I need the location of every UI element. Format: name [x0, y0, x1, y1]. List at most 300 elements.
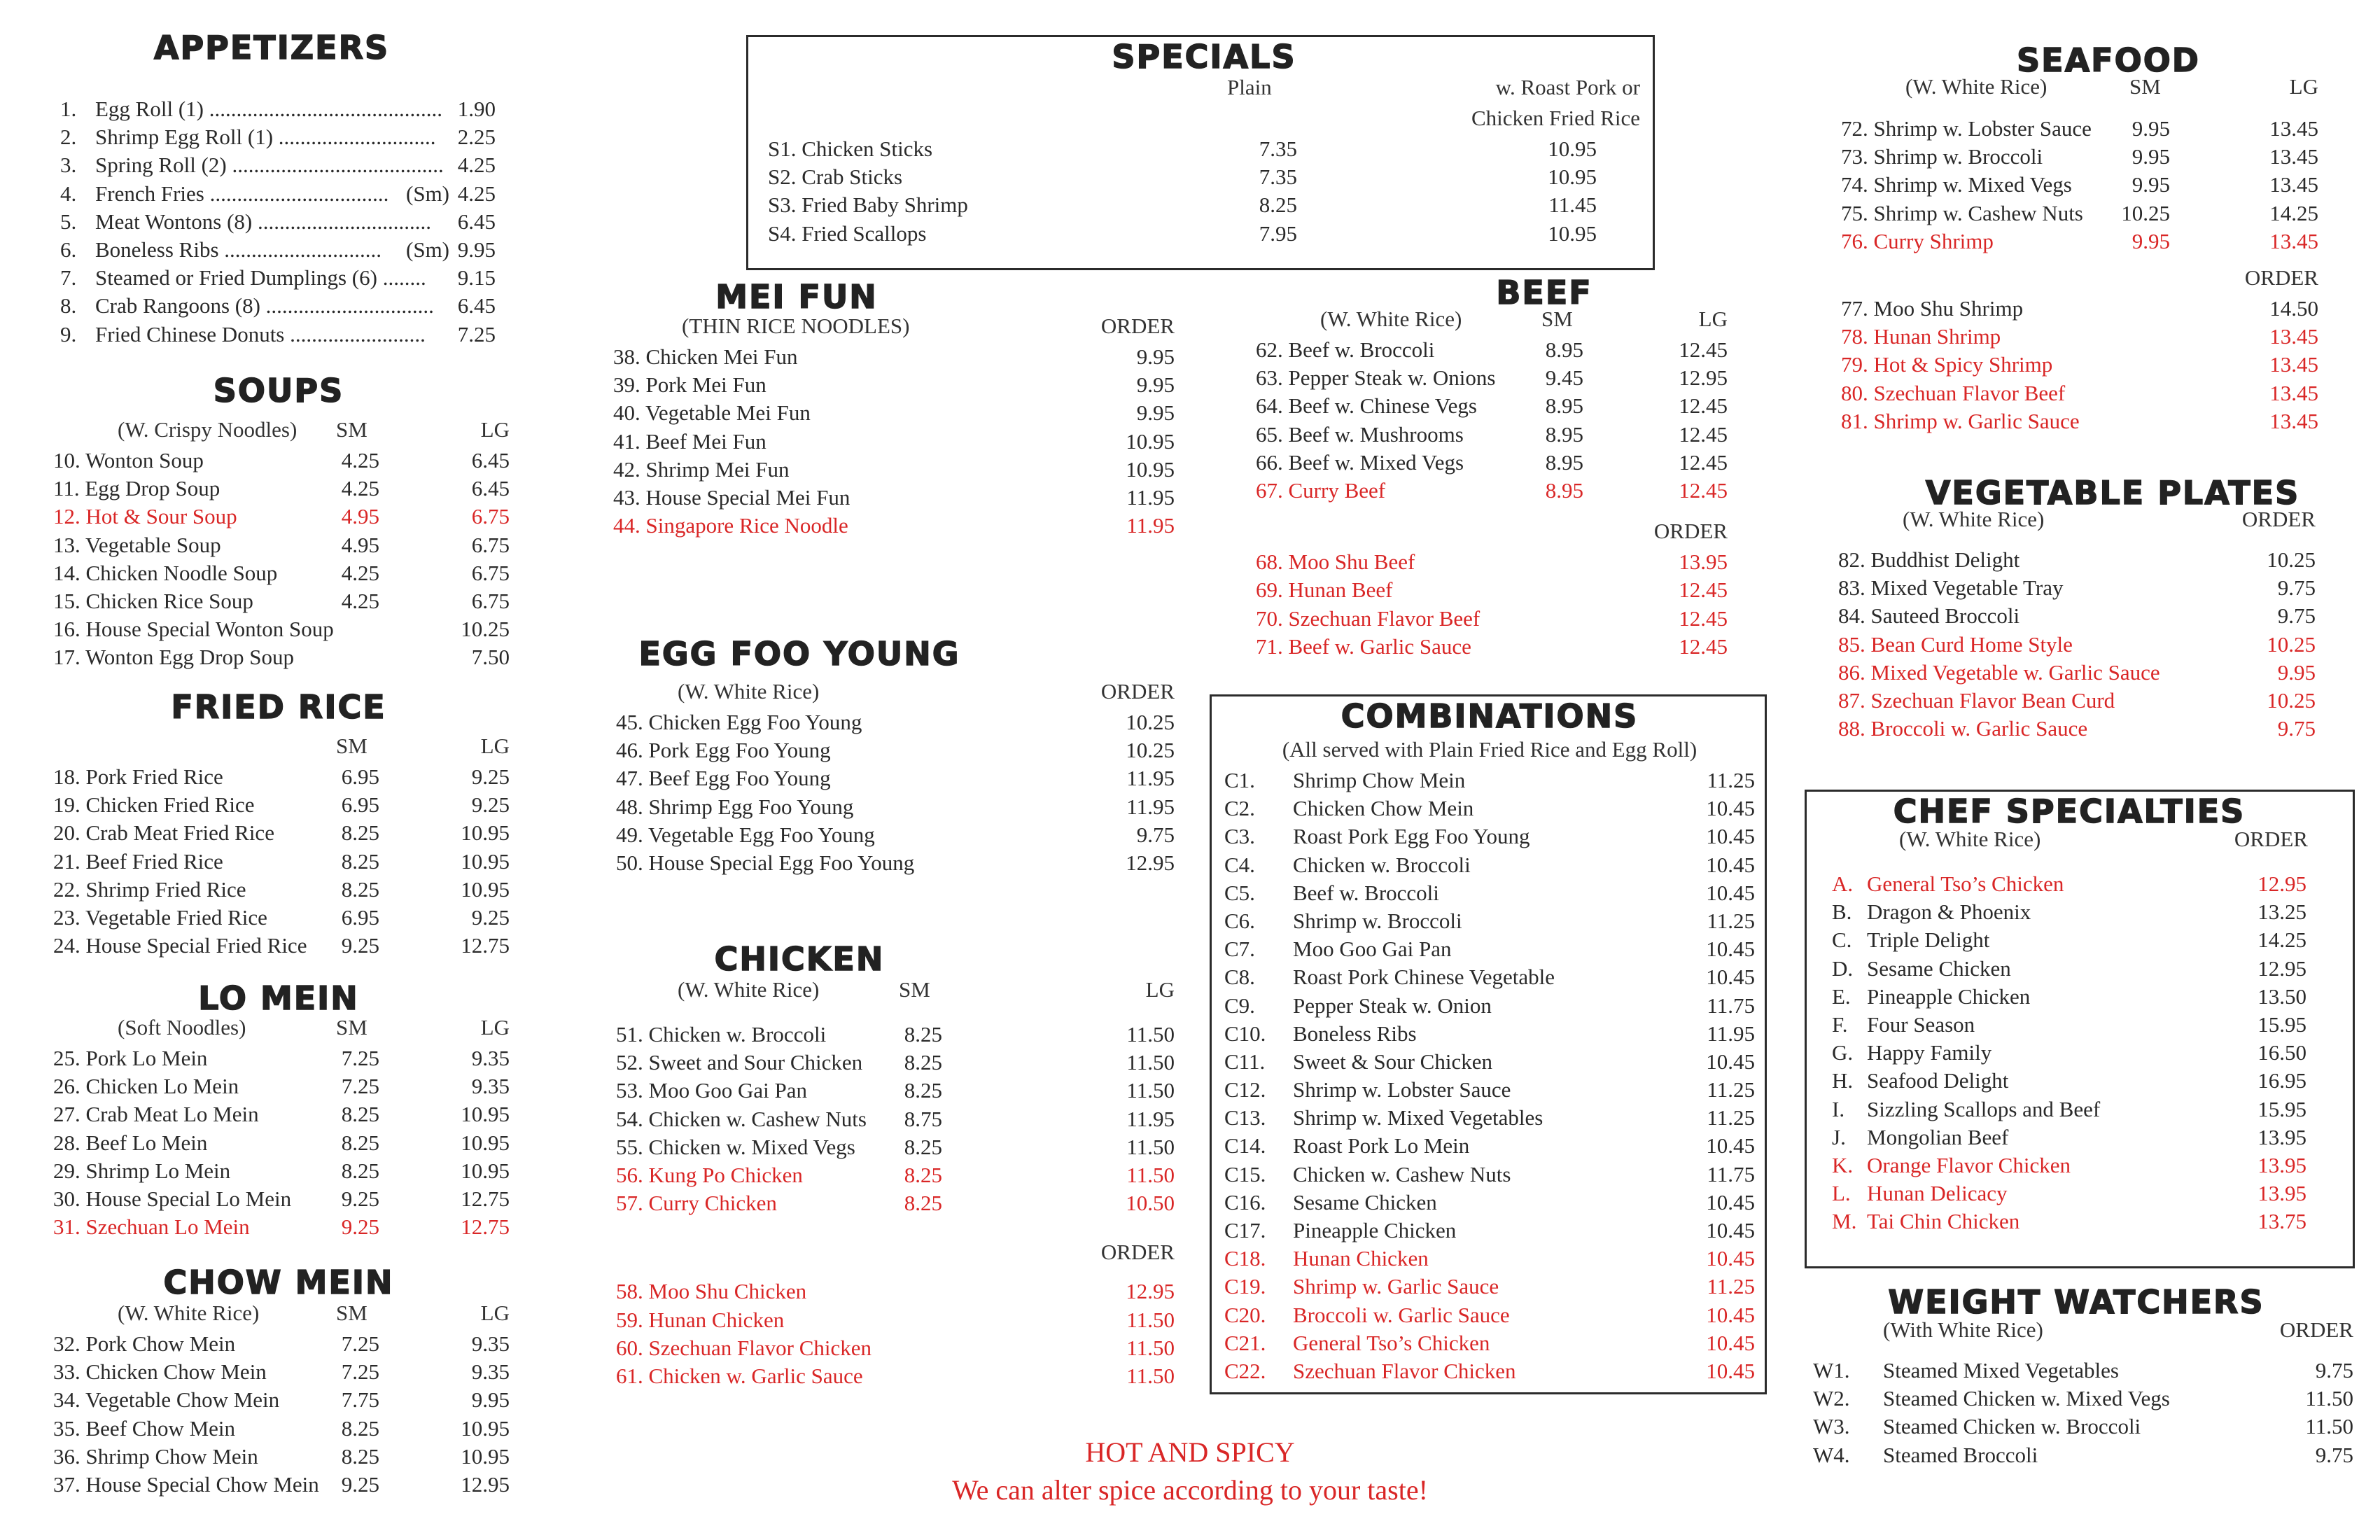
item-price-sm: 9.95: [2132, 172, 2170, 197]
menu-item-row: [1833, 687, 2316, 715]
item-code: D.: [1832, 955, 1854, 981]
section-title: LO MEIN: [198, 979, 359, 1017]
item-price-sm: 9.25: [341, 1471, 379, 1497]
menu-item-row: [608, 343, 1175, 371]
menu-item-row: [768, 163, 1640, 191]
item-code: C17.: [1224, 1218, 1266, 1242]
lo-mein-list: [48, 1044, 510, 1241]
item-price-lg: 6.75: [471, 504, 510, 529]
item-name: 23. Vegetable Fried Rice: [53, 904, 267, 930]
item-price: 13.45: [2269, 352, 2318, 377]
item-price-lg: 13.45: [2269, 116, 2318, 141]
item-price: 13.45: [2269, 380, 2318, 405]
item-name: General Tso’s Chicken: [1867, 872, 2064, 896]
menu-item-row: [48, 587, 510, 615]
item-price-lg: 13.45: [2269, 228, 2318, 253]
col-lg: LG: [480, 1015, 510, 1040]
item-price: 11.95: [1126, 513, 1175, 538]
section-note: (W. Crispy Noodles): [118, 417, 298, 442]
item-name: Pineapple Chicken: [1867, 983, 2031, 1009]
item-price: 9.95: [1136, 400, 1175, 426]
item-price-sm: 8.25: [341, 1130, 379, 1155]
item-name: Steamed Chicken w. Mixed Vegs: [1883, 1386, 2170, 1411]
fried-rice-list: [48, 763, 510, 960]
item-price-lg: 11.50: [1126, 1078, 1175, 1103]
menu-item-row: [610, 1306, 1175, 1334]
item-price: 12.95: [1126, 1279, 1175, 1304]
item-price: 13.95: [2258, 1181, 2306, 1206]
section-title: CHEF SPECIALTIES: [1893, 792, 2246, 830]
item-price: 11.25: [1707, 1077, 1755, 1102]
item-code: C3.: [1224, 824, 1255, 849]
menu-item-row: [48, 531, 510, 559]
menu-item-row: [48, 559, 510, 587]
item-name: 75. Shrimp w. Cashew Nuts: [1841, 200, 2083, 225]
item-price: 7.25: [457, 321, 496, 346]
item-name: 17. Wonton Egg Drop Soup: [53, 645, 294, 670]
item-name: 24. House Special Fried Rice: [53, 933, 307, 958]
item-price-sm: 7.25: [341, 1331, 379, 1356]
item-price-plain: 7.35: [1259, 136, 1297, 161]
item-price-lg: 10.95: [461, 1158, 510, 1183]
item-name: 66. Beef w. Mixed Vegs: [1256, 449, 1464, 475]
item-name: 52. Sweet and Sour Chicken: [616, 1050, 863, 1075]
item-name: 18. Pork Fried Rice: [53, 764, 223, 789]
menu-item-row: [1250, 605, 1728, 633]
item-price-lg: 9.25: [471, 764, 510, 789]
menu-item-row: [1224, 794, 1755, 822]
item-name: S3. Fried Baby Shrimp: [768, 192, 968, 218]
item-name: 29. Shrimp Lo Mein: [53, 1158, 231, 1183]
item-price-sm: 9.95: [2132, 228, 2170, 253]
section-note: (W. White Rice): [1320, 307, 1462, 331]
item-price: 13.95: [2258, 1124, 2306, 1149]
menu-item-row: [48, 791, 510, 819]
item-name: 43. House Special Mei Fun: [613, 484, 850, 510]
menu-item-row: [608, 484, 1175, 512]
item-price: 10.95: [1126, 428, 1175, 454]
menu-item-row: [48, 1386, 510, 1414]
item-code: C7.: [1224, 937, 1255, 962]
menu-item-row: [48, 503, 510, 531]
menu-item-row: [48, 615, 510, 643]
item-code: A.: [1832, 872, 1854, 896]
item-name: Spring Roll (2) .......................................: [95, 153, 444, 178]
menu-item-row: [48, 1330, 510, 1358]
item-name: Shrimp Egg Roll (1) .............................: [95, 125, 436, 150]
item-price-lg: 6.75: [471, 532, 510, 557]
item-name: 44. Singapore Rice Noodle: [613, 513, 848, 538]
col-order: ORDER: [2241, 507, 2316, 531]
item-number: 3.: [60, 153, 77, 178]
item-price-lg: 9.25: [471, 792, 510, 818]
item-name: 10. Wonton Soup: [53, 448, 204, 472]
item-name: 55. Chicken w. Mixed Vegs: [616, 1134, 855, 1159]
item-name: Chicken w. Cashew Nuts: [1293, 1161, 1511, 1186]
item-name: Four Season: [1867, 1011, 1975, 1037]
menu-item-row: [610, 1021, 1175, 1049]
item-price-lg: 11.95: [1126, 1106, 1175, 1131]
col-sm: SM: [899, 977, 930, 1002]
menu-item-row: [608, 371, 1175, 399]
item-name: Szechuan Flavor Chicken: [1293, 1358, 1516, 1383]
item-code: B.: [1832, 899, 1852, 925]
item-price: 11.25: [1707, 1274, 1755, 1299]
item-price-lg: 12.75: [461, 1186, 510, 1211]
vegetable-plates-section: [1833, 473, 2316, 743]
menu-item-row: [48, 1100, 510, 1128]
item-price-with: 10.95: [1548, 220, 1597, 246]
menu-item-row: [608, 512, 1175, 540]
section-title: APPETIZERS: [153, 29, 390, 66]
item-price-sm: 8.25: [904, 1134, 942, 1159]
item-price: 10.45: [1706, 1330, 1755, 1355]
item-price: 10.45: [1706, 1189, 1755, 1214]
item-name: Sesame Chicken: [1867, 955, 2011, 981]
item-name: 35. Beef Chow Mein: [53, 1415, 236, 1441]
menu-item-row: [1832, 1096, 2306, 1124]
section-title: CHOW MEIN: [163, 1264, 394, 1301]
menu-item-row: [1250, 364, 1728, 392]
item-code: C15.: [1224, 1161, 1266, 1186]
item-number: 5.: [60, 209, 77, 234]
item-name: 28. Beef Lo Mein: [53, 1130, 208, 1155]
chow-mein-section: [48, 1263, 510, 1499]
spice-line-1: HOT AND SPICY: [1085, 1436, 1295, 1468]
item-price-sm: 8.95: [1545, 421, 1583, 447]
menu-item-row: [48, 1213, 510, 1241]
item-name: 50. House Special Egg Foo Young: [616, 850, 915, 875]
item-price-lg: 10.95: [461, 1443, 510, 1469]
item-name: S4. Fried Scallops: [768, 220, 927, 246]
item-price: 11.95: [1126, 484, 1175, 510]
item-price-lg: 9.35: [471, 1359, 510, 1385]
menu-item-row: [48, 1471, 510, 1499]
item-code: C22.: [1224, 1358, 1266, 1383]
item-name: 27. Crab Meat Lo Mein: [53, 1102, 259, 1127]
menu-item-row: [610, 821, 1175, 849]
menu-item-row: [610, 1362, 1175, 1390]
menu-item-row: [48, 264, 496, 292]
item-number: 6.: [60, 237, 77, 262]
item-price: 12.45: [1679, 634, 1728, 659]
item-name: Shrimp w. Broccoli: [1293, 908, 1462, 933]
item-price: 11.25: [1707, 768, 1755, 792]
item-name: 48. Shrimp Egg Foo Young: [616, 794, 854, 819]
item-price: 10.45: [1706, 796, 1755, 821]
section-note: (W. White Rice): [118, 1301, 260, 1325]
item-name: 26. Chicken Lo Mein: [53, 1074, 239, 1099]
item-name: 34. Vegetable Chow Mein: [53, 1387, 280, 1413]
item-price: 12.95: [2258, 872, 2306, 896]
item-name: 41. Beef Mei Fun: [613, 428, 766, 454]
item-name: Sweet & Sour Chicken: [1293, 1049, 1492, 1074]
soups-section: [48, 371, 510, 672]
col-plain: Plain: [1227, 75, 1272, 99]
col-lg: LG: [1145, 977, 1175, 1002]
menu-item-row: [1224, 1020, 1755, 1048]
item-price: 11.50: [2305, 1386, 2353, 1411]
menu-item-row: [1832, 1039, 2306, 1067]
item-price-sm: 8.25: [341, 1415, 379, 1441]
item-price-lg: 13.45: [2269, 172, 2318, 197]
item-price-plain: 8.25: [1259, 192, 1297, 218]
item-price-lg: 13.45: [2269, 144, 2318, 169]
item-price-sm: 8.95: [1545, 449, 1583, 475]
item-name: Steamed or Fried Dumplings (6) ........: [95, 265, 426, 290]
col-lg: LG: [2289, 74, 2318, 99]
item-price-sm: 8.75: [904, 1106, 942, 1131]
item-name: French Fries .................................: [95, 181, 389, 206]
item-price-sm: 8.25: [341, 820, 379, 846]
col-order: ORDER: [2244, 265, 2318, 290]
item-number: 9.: [60, 321, 77, 346]
item-price: 9.75: [2277, 716, 2316, 741]
item-price: 10.95: [1126, 456, 1175, 482]
item-name: Boneless Ribs .............................: [95, 237, 382, 262]
item-name: Steamed Broccoli: [1883, 1442, 2038, 1467]
menu-item-row: [1224, 1161, 1755, 1189]
menu-item-row: [1835, 379, 2318, 407]
menu-item-row: [610, 1278, 1175, 1306]
item-code: L.: [1832, 1181, 1851, 1206]
item-price-sm: 8.95: [1545, 393, 1583, 419]
item-price-lg: 6.45: [471, 448, 510, 472]
item-name: 13. Vegetable Soup: [53, 532, 221, 557]
menu-item-row: [1835, 351, 2318, 379]
col-sm: SM: [336, 1015, 368, 1040]
item-price: 13.45: [2269, 324, 2318, 349]
item-name: Chicken w. Broccoli: [1293, 852, 1471, 877]
menu-item-row: [48, 1044, 510, 1072]
chef-specialties-list: [1832, 870, 2306, 1236]
beef-section: [1250, 273, 1728, 661]
item-name: Orange Flavor Chicken: [1867, 1152, 2071, 1177]
item-price-sm: 7.75: [341, 1387, 379, 1413]
item-name: 71. Beef w. Garlic Sauce: [1256, 634, 1471, 659]
item-name: Roast Pork Lo Mein: [1293, 1133, 1470, 1158]
section-title: WEIGHT WATCHERS: [1888, 1283, 2264, 1321]
menu-item-row: [1832, 1208, 2306, 1236]
menu-item-row: [768, 135, 1640, 163]
section-note: (W. White Rice): [1905, 74, 2047, 99]
item-name: 86. Mixed Vegetable w. Garlic Sauce: [1838, 659, 2160, 685]
item-code: C5.: [1224, 880, 1255, 905]
item-name: 51. Chicken w. Broccoli: [616, 1022, 827, 1046]
chicken-list: [610, 1021, 1175, 1217]
item-price: 9.75: [2277, 575, 2316, 601]
item-price: 13.45: [2269, 408, 2318, 433]
col-sm: SM: [336, 1301, 368, 1325]
item-price: 9.95: [1136, 372, 1175, 398]
item-price: 10.25: [2267, 687, 2316, 713]
item-price-lg: 10.95: [461, 876, 510, 902]
item-price-sm: 8.25: [341, 876, 379, 902]
item-name: 65. Beef w. Mushrooms: [1256, 421, 1464, 447]
menu-item-row: [1835, 115, 2318, 143]
item-price: 9.75: [2277, 603, 2316, 629]
menu-item-row: [610, 1161, 1175, 1189]
item-name: Shrimp Chow Mein: [1293, 768, 1466, 792]
menu-item-row: [1832, 1067, 2306, 1095]
item-price: 10.45: [1706, 1358, 1755, 1383]
item-price-lg: 10.95: [461, 820, 510, 846]
item-name: 47. Beef Egg Foo Young: [616, 766, 831, 791]
item-name: 22. Shrimp Fried Rice: [53, 876, 246, 902]
menu-item-row: [1832, 1011, 2306, 1039]
item-name: 31. Szechuan Lo Mein: [53, 1214, 250, 1240]
item-price-sm: 8.25: [341, 1102, 379, 1127]
item-code: C8.: [1224, 965, 1255, 990]
item-name: 40. Vegetable Mei Fun: [613, 400, 811, 426]
menu-item-row: [1250, 576, 1728, 604]
item-price: 10.45: [1706, 824, 1755, 849]
section-note: (Soft Noodles): [118, 1015, 246, 1040]
item-size: (Sm): [406, 181, 449, 206]
menu-item-row: [48, 447, 510, 475]
item-name: 63. Pepper Steak w. Onions: [1256, 365, 1496, 391]
menu-item-row: [1250, 421, 1728, 449]
item-code: C20.: [1224, 1302, 1266, 1327]
item-price-plain: 7.35: [1259, 164, 1297, 190]
item-price-sm: 10.25: [2121, 200, 2170, 225]
item-name: 67. Curry Beef: [1256, 477, 1386, 503]
item-price-lg: 9.95: [471, 1387, 510, 1413]
item-name: Seafood Delight: [1867, 1068, 2009, 1093]
item-price: 11.50: [1126, 1335, 1175, 1360]
item-price-lg: 11.50: [1126, 1022, 1175, 1046]
menu-item-row: [1832, 1180, 2306, 1208]
menu-item-row: [1813, 1441, 2353, 1469]
beef-order-list: [1250, 548, 1728, 661]
item-name: Moo Goo Gai Pan: [1293, 937, 1452, 962]
item-name: Pineapple Chicken: [1293, 1218, 1457, 1242]
item-name: 85. Bean Curd Home Style: [1838, 631, 2073, 657]
combinations-list: [1224, 766, 1755, 1385]
weight-watchers-section: [1813, 1282, 2353, 1469]
item-name: 56. Kung Po Chicken: [616, 1162, 803, 1187]
item-price-sm: 7.25: [341, 1046, 379, 1070]
item-price-lg: 9.35: [471, 1331, 510, 1356]
menu-item-row: [48, 1072, 510, 1100]
egg-foo-young-section: [610, 634, 1175, 877]
menu-item-row: [1833, 546, 2316, 574]
menu-item-row: [1832, 926, 2306, 954]
menu-item-row: [48, 848, 510, 876]
item-size: (Sm): [406, 237, 449, 262]
item-price-sm: 8.25: [904, 1022, 942, 1046]
item-name: 73. Shrimp w. Broccoli: [1841, 144, 2043, 169]
item-price-sm: 8.95: [1545, 477, 1583, 503]
item-name: Hunan Chicken: [1293, 1246, 1429, 1271]
menu-item-row: [1224, 766, 1755, 794]
section-title: SPECIALS: [1112, 38, 1296, 76]
item-name: 38. Chicken Mei Fun: [613, 344, 798, 369]
appetizers-section: [48, 28, 496, 349]
section-note: (With White Rice): [1883, 1317, 2043, 1342]
item-price-lg: 10.25: [461, 617, 510, 642]
item-price-lg: 12.95: [461, 1471, 510, 1497]
item-price-sm: 4.95: [341, 532, 379, 557]
item-name: 59. Hunan Chicken: [616, 1307, 785, 1332]
section-title: MEI FUN: [715, 278, 878, 316]
menu-item-row: [48, 1443, 510, 1471]
menu-item-row: [1832, 983, 2306, 1011]
section-title: SEAFOOD: [2017, 41, 2200, 79]
item-number: 8.: [60, 293, 77, 318]
item-name: Shrimp w. Lobster Sauce: [1293, 1077, 1511, 1102]
item-name: 21. Beef Fried Rice: [53, 848, 223, 874]
menu-item-row: [1832, 870, 2306, 898]
item-price: 11.50: [2305, 1414, 2353, 1439]
item-price: 6.45: [457, 209, 496, 234]
col-order: ORDER: [1653, 519, 1728, 544]
item-price-lg: 10.95: [461, 1415, 510, 1441]
menu-item-row: [1250, 548, 1728, 576]
menu-item-row: [1250, 633, 1728, 661]
item-name: Steamed Mixed Vegetables: [1883, 1358, 2119, 1382]
item-name: 58. Moo Shu Chicken: [616, 1279, 807, 1304]
section-title: SOUPS: [213, 372, 344, 410]
menu-item-row: [48, 904, 510, 932]
vegetable-plates-list: [1833, 546, 2316, 743]
item-price-lg: 10.95: [461, 848, 510, 874]
fried-rice-section: [48, 687, 510, 960]
item-price: 10.25: [1126, 710, 1175, 734]
item-price: 14.25: [2258, 927, 2306, 953]
item-price: 9.95: [1136, 344, 1175, 369]
menu-item-row: [1835, 323, 2318, 351]
menu-item-row: [1833, 715, 2316, 743]
item-price-sm: 8.25: [904, 1078, 942, 1103]
seafood-list: [1835, 115, 2318, 255]
item-code: W1.: [1813, 1358, 1850, 1382]
menu-item-row: [48, 1157, 510, 1185]
item-price-lg: 10.95: [461, 1130, 510, 1155]
item-name: Shrimp w. Mixed Vegetables: [1293, 1105, 1544, 1130]
item-name: 72. Shrimp w. Lobster Sauce: [1841, 116, 2092, 141]
soups-list: [48, 447, 510, 672]
col-sm: SM: [336, 417, 368, 442]
item-price-sm: 9.25: [341, 933, 379, 958]
item-price-sm: 4.25: [341, 448, 379, 472]
menu-item-row: [1224, 963, 1755, 991]
section-note: (W. White Rice): [1903, 507, 2045, 531]
seafood-order-list: [1835, 295, 2318, 435]
menu-item-row: [1224, 1245, 1755, 1273]
menu-item-row: [1224, 822, 1755, 850]
item-code: C21.: [1224, 1330, 1266, 1355]
section-note: (W. White Rice): [1899, 827, 2041, 851]
item-code: C16.: [1224, 1189, 1266, 1214]
chicken-section: [610, 939, 1175, 1390]
item-price: 16.95: [2258, 1068, 2306, 1093]
item-price: 11.50: [1126, 1307, 1175, 1332]
item-price: 10.45: [1706, 880, 1755, 905]
col-sm: SM: [1541, 307, 1573, 331]
item-code: C1.: [1224, 768, 1255, 792]
col-with-b: Chicken Fried Rice: [1471, 106, 1640, 130]
item-name: Roast Pork Egg Foo Young: [1293, 824, 1530, 849]
menu-item-row: [1833, 574, 2316, 602]
item-price-sm: 8.25: [341, 1443, 379, 1469]
col-sm: SM: [2129, 74, 2161, 99]
item-number: 7.: [60, 265, 77, 290]
col-order: ORDER: [1100, 1240, 1175, 1265]
item-name: 53. Moo Goo Gai Pan: [616, 1078, 807, 1103]
item-name: 16. House Special Wonton Soup: [53, 617, 334, 642]
item-name: 78. Hunan Shrimp: [1841, 324, 2001, 349]
